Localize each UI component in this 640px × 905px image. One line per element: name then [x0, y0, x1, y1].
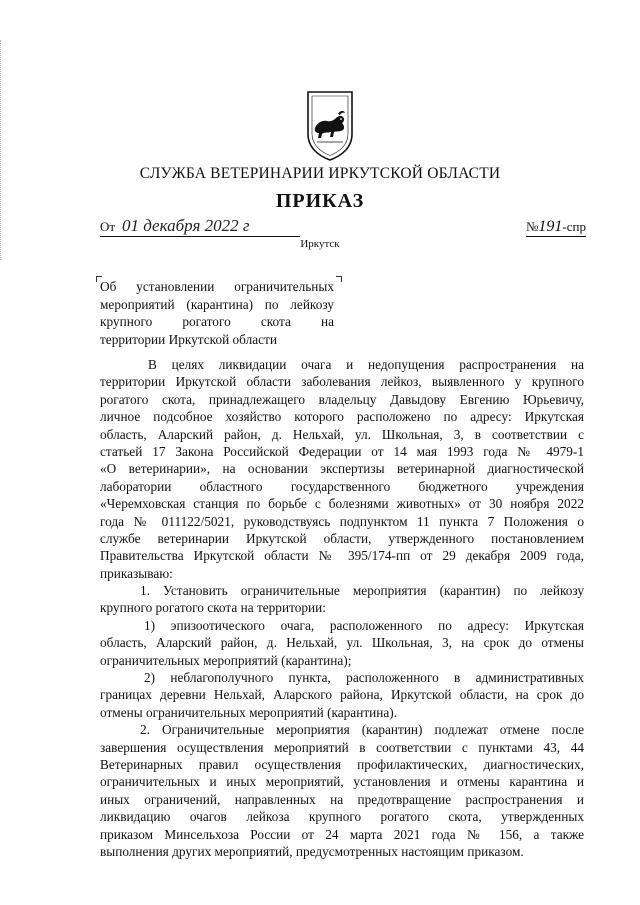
body-line: приказываю:	[100, 565, 173, 581]
body-line: область, Аларский район, д. Нельхай, ул. Школьная, 3, в соответствии с	[100, 426, 584, 442]
body-line: года № 011122/5021, руководствуясь подпунктом 11 пункта 7 Положения о	[100, 513, 584, 529]
subject-line: Об установлении ограничительных	[100, 279, 334, 294]
body-line: крупного рогатого скота на территории:	[100, 600, 326, 616]
date-field	[100, 218, 300, 237]
body-line: В целях ликвидации очага и недопущения распространения на	[148, 357, 584, 372]
document-type-heading: ПРИКАЗ	[275, 190, 365, 212]
body-line: приказом Минсельхоза России от 24 марта 2021 года № 156, а также	[100, 826, 584, 842]
handwritten-number: 191	[538, 218, 563, 235]
handwritten-date: 01 декабря 2022 г	[122, 216, 250, 235]
body-line: границах деревни Нельхай, Аларского района, Иркутской области, на срок до	[100, 687, 584, 703]
body-line: 2) неблагополучного пункта, расположенного в административных	[144, 670, 584, 686]
body-line: выполнения других мероприятий, предусмотренных настоящим приказом.	[100, 843, 524, 859]
scan-edge-marks	[0, 40, 3, 260]
subject-line: мероприятий (карантина) по лейкозу	[100, 296, 334, 312]
city-label: Иркутск	[300, 238, 340, 250]
body-line: Правительства Иркутской области № 395/174-пп от 29 декабря 2009 года,	[100, 548, 584, 564]
document-number	[526, 218, 586, 237]
body-line: лаборатории областного государственного бюджетного учреждения	[100, 478, 584, 494]
body-line: службе ветеринарии Иркутской области, утвержденного постановлением	[100, 530, 584, 546]
body-line: 1. Установить ограничительные мероприятия (карантин) по лейкозу	[140, 583, 584, 599]
body-line: 2. Ограничительные мероприятия (карантин) подлежат отмене после	[140, 722, 584, 738]
number-prefix: №	[526, 219, 539, 234]
body-line: ограничительных и иных мероприятий, установления и отмены карантина и	[100, 774, 584, 790]
body-line: территории Иркутской области заболевания лейкоз, выявленного у крупного	[100, 374, 584, 390]
body-line: 1) эпизоотического очага, расположенного по адресу: Иркутская	[144, 617, 584, 633]
subject-block	[100, 278, 334, 348]
body-line: рогатого скота, принадлежащего владельцу Давыдову Евгению Юрьевичу,	[100, 391, 584, 407]
body-line: статьей 17 Закона Российской Федерации от 14 мая 1993 года № 4979-1	[100, 443, 584, 459]
subject-bracket-right	[336, 276, 342, 282]
body-line: завершения осуществления мероприятий в соответствии с пунктами 43, 44	[100, 739, 584, 755]
body-line: область, Аларский район, д. Нельхай, ул. Школьная, 3, на срок до отмены	[100, 635, 584, 651]
body-line: ликвидацию очагов лейкоза крупного рогатого скота, утвержденных	[100, 809, 584, 825]
irkutsk-coat-of-arms-icon	[305, 90, 355, 162]
body-line: ограничительных мероприятий (карантина);	[100, 652, 352, 668]
subject-line: территории Иркутской области	[100, 331, 277, 347]
body-line: иных ограничений, направленных на предотвращение распространения и	[100, 791, 584, 807]
body-line: «О ветеринарии», на основании экспертизы ветеринарной диагностической	[100, 461, 584, 477]
date-prefix: От	[100, 219, 116, 234]
organization-title: СЛУЖБА ВЕТЕРИНАРИИ ИРКУТСКОЙ ОБЛАСТИ	[139, 165, 501, 182]
order-body	[100, 356, 584, 860]
body-line: Ветеринарных правил осуществления профилактических, диагностических,	[100, 756, 584, 772]
subject-line: крупного рогатого скота на	[100, 314, 334, 329]
body-line: отмены ограничительных мероприятий (карантина).	[100, 704, 398, 720]
body-line: «Черемховская станция по борьбе с болезнями животных» от 30 ноября 2022	[100, 496, 584, 512]
body-line: личное подсобное хозяйство которого расположено по адресу: Иркутская	[100, 409, 584, 425]
number-suffix: -спр	[562, 219, 586, 234]
